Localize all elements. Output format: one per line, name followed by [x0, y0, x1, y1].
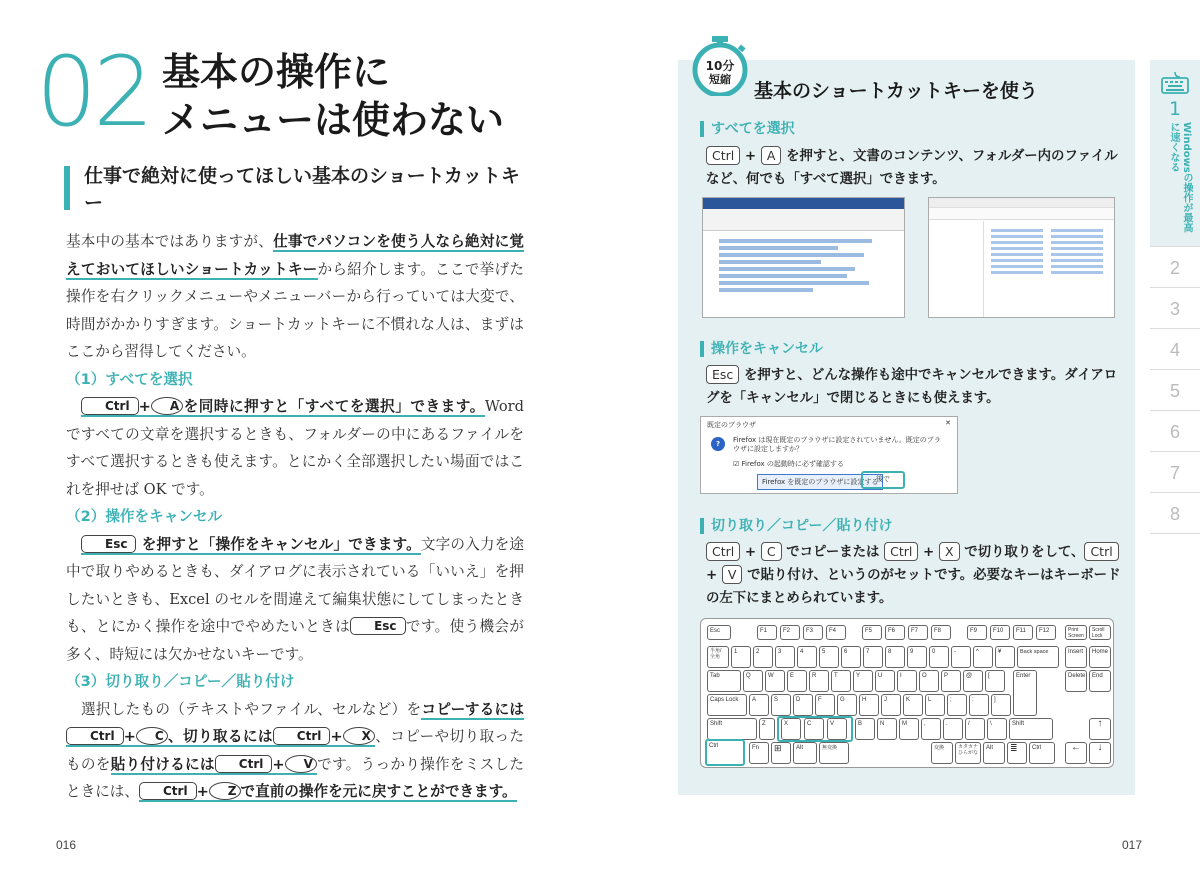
key-b: B: [855, 718, 875, 740]
tab-chapter-3[interactable]: 3: [1169, 299, 1180, 319]
key-f2: F2: [780, 625, 800, 640]
key-esc: Esc: [707, 625, 731, 640]
dialog-screenshot: [700, 416, 958, 494]
dialog-title: 既定のブラウザ: [707, 421, 756, 429]
key-o: O: [919, 670, 939, 692]
key-period: .: [943, 718, 963, 740]
key-colon: :: [969, 694, 989, 716]
key-f12: F12: [1036, 625, 1056, 640]
key-h: H: [859, 694, 879, 716]
active-tab-label: Windowsの操作が最高に速くなる: [1168, 122, 1192, 233]
key-backslash: \: [987, 718, 1007, 740]
key-e: E: [787, 670, 807, 692]
key-0: 0: [929, 646, 949, 668]
key-t: T: [831, 670, 851, 692]
s2-text: Esc を押すと、どんな操作も途中でキャンセルできます。ダイアログを「キャンセル」で閉じるときにも使えます。: [706, 367, 1118, 406]
body-text: [66, 228, 524, 806]
key-r: R: [809, 670, 829, 692]
key-henkan: 変換: [931, 742, 953, 764]
key-5: 5: [819, 646, 839, 668]
key-print-screen: Print Screen: [1065, 625, 1087, 640]
s1-text: Ctrl + A を押すと、文書のコンテンツ、フォルダー内のファイルなど、何でも「すべて選択」できます。: [706, 148, 1118, 187]
chapter-title: [162, 48, 504, 144]
intro-paragraph: 基本中の基本ではありますが、仕事でパソコンを使う人なら絶対に覚えておいてほしいショートカットキーから紹介します。ここで挙げた操作を右クリックメニューやメニューバーから行っていては大変で、時間がかかりすぎます。ショートカットキーに不慣れな人は、まずはここから習得してください。: [66, 233, 524, 360]
s2-title: 操作をキャンセル: [700, 341, 823, 357]
dialog-later-button: 後で: [861, 471, 905, 489]
a-key: A: [151, 397, 183, 415]
menu-key-icon: ≣: [1007, 742, 1027, 764]
key-f: F: [815, 694, 835, 716]
close-icon: ✕: [945, 419, 951, 427]
key-caps-lock: Caps Lock: [707, 694, 747, 716]
key-1: 1: [731, 646, 751, 668]
key-bracket-close: ]: [991, 694, 1011, 716]
key-m: M: [899, 718, 919, 740]
key-f1: F1: [757, 625, 777, 640]
key-f6: F6: [885, 625, 905, 640]
key-down-arrow: ↓: [1089, 742, 1111, 764]
key-shift-left: Shift: [707, 718, 757, 740]
key-comma: ,: [921, 718, 941, 740]
key-slash: /: [965, 718, 985, 740]
dialog-set-default-button: Firefox を既定のブラウザに設定する: [757, 474, 883, 490]
key-bracket-open: [: [985, 670, 1005, 692]
key-muhenkan: 無変換: [819, 742, 849, 764]
ctrl-key: Ctrl: [81, 397, 139, 415]
key-p: P: [941, 670, 961, 692]
sec3-title: （3）切り取り／コピー／貼り付け: [66, 673, 295, 690]
key-f10: F10: [990, 625, 1010, 640]
key-f9: F9: [967, 625, 987, 640]
key-6: 6: [841, 646, 861, 668]
key-4: 4: [797, 646, 817, 668]
title-line2: メニューは使わない: [162, 98, 505, 142]
key-tab: Tab: [707, 670, 741, 692]
key-alt-right: Alt: [983, 742, 1005, 764]
key-f4: F4: [826, 625, 846, 640]
key-3: 3: [775, 646, 795, 668]
key-ctrl-right: Ctrl: [1029, 742, 1055, 764]
key-shift-right: Shift: [1009, 718, 1053, 740]
key-7: 7: [863, 646, 883, 668]
key-semicolon: ;: [947, 694, 967, 716]
key-end: End: [1089, 670, 1111, 692]
chapter-number: 02: [36, 36, 151, 148]
key-f7: F7: [908, 625, 928, 640]
key-yen: ¥: [995, 646, 1015, 668]
key-s: S: [771, 694, 791, 716]
key-v: V: [827, 718, 847, 740]
key-home: Home: [1089, 646, 1111, 668]
tab-chapter-7[interactable]: 7: [1169, 463, 1180, 483]
title-line1: 基本の操作に: [162, 50, 391, 94]
sec3-paragraph: 選択したもの（テキストやファイル、セルなど）をコピーするにはCtrl + C 、切り取るには Ctrl + X 、コピーや切り取ったものを貼り付けるには Ctrl + V です。うっかり操作をミスしたときには、 Ctrl + Z で直前の操作を元に戻すことができます。: [66, 700, 524, 800]
question-icon: ?: [711, 437, 725, 451]
key-up-arrow: ↑: [1089, 718, 1111, 740]
key-delete: Delete: [1065, 670, 1087, 692]
key-i: I: [897, 670, 917, 692]
key-u: U: [875, 670, 895, 692]
esc-key: Esc: [81, 535, 136, 553]
word-screenshot: [702, 197, 905, 318]
key-q: Q: [743, 670, 763, 692]
key-fn: Fn: [749, 742, 769, 764]
key-g: G: [837, 694, 857, 716]
key-f11: F11: [1013, 625, 1033, 640]
keyboard-icon: [1161, 72, 1189, 94]
key-a: A: [749, 694, 769, 716]
key-d: D: [793, 694, 813, 716]
sec1-title: （1）すべてを選択: [66, 370, 193, 388]
sec2-title: （2）操作をキャンセル: [66, 508, 223, 525]
keyboard-illustration: [700, 618, 1114, 768]
key-k: K: [903, 694, 923, 716]
s3-text: Ctrl + C でコピーまたは Ctrl + X で切り取りをして、 Ctrl + V で貼り付け、というのがセットです。必要なキーはキーボードの左下にまとめられています。: [706, 544, 1121, 606]
key-ctrl-left: Ctrl: [705, 739, 745, 766]
page-number-left: 016: [56, 838, 77, 852]
s3-title: 切り取り／コピー／貼り付け: [700, 518, 892, 534]
key-n: N: [877, 718, 897, 740]
dialog-checkbox: ☑ Firefox の起動時に必ず確認する: [733, 460, 844, 468]
key-x: X: [781, 718, 801, 740]
key-kana: カタカナ ひらがな: [955, 742, 981, 764]
key-enter: Enter: [1013, 670, 1037, 716]
key-w: W: [765, 670, 785, 692]
key-f3: F3: [803, 625, 823, 640]
tab-chapter-4[interactable]: 4: [1169, 340, 1180, 360]
windows-key-icon: ⊞: [771, 742, 791, 764]
page-number-right: 017: [1122, 838, 1143, 852]
panel-title: 基本のショートカットキーを使う: [754, 80, 1038, 102]
key-insert: Insert: [1065, 646, 1087, 668]
tab-chapter-2[interactable]: 2: [1169, 258, 1180, 278]
esc-key-inline: Esc: [350, 617, 405, 635]
key-scroll-lock: Scroll Lock: [1089, 625, 1111, 640]
sec2-paragraph: Esc を押すと「操作をキャンセル」できます。文字の入力を途中で取りやめるときも、ダイアログに表示されている「いいえ」を押したいときも、Excel のセルを間違えて編集状態にしてしまったときも、とにかく操作を途中でやめたいときは Esc です。使う機会が多く、時短には欠かせないキーです。: [66, 535, 524, 663]
explorer-screenshot: [928, 197, 1115, 318]
key-f5: F5: [862, 625, 882, 640]
key-caret: ^: [973, 646, 993, 668]
s1-title: すべてを選択: [700, 121, 795, 137]
tab-chapter-8[interactable]: 8: [1169, 504, 1180, 524]
key-hankaku: 半角/全角: [707, 646, 729, 668]
key-2: 2: [753, 646, 773, 668]
key-z: Z: [759, 718, 775, 740]
tab-chapter-5[interactable]: 5: [1169, 381, 1180, 401]
key-8: 8: [885, 646, 905, 668]
key-c: C: [804, 718, 824, 740]
subheading: 仕事で絶対に使ってほしい基本のショートカットキー: [64, 166, 534, 210]
key-y: Y: [853, 670, 873, 692]
key-j: J: [881, 694, 901, 716]
key-backspace: Back space: [1017, 646, 1059, 668]
key-at: @: [963, 670, 983, 692]
key-9: 9: [907, 646, 927, 668]
tab-chapter-6[interactable]: 6: [1169, 422, 1180, 442]
dialog-message: Firefox は現在既定のブラウザに設定されていません。既定のブラウザに設定しますか？: [733, 436, 941, 453]
sec1-paragraph: Ctrl + A を同時に押すと「すべてを選択」できます。Word ですべての文章を選択するときも、フォルダーの中にあるファイルをすべて選択するときも使えます。とにかく全部選択したい場面ではこれを押せば OK です。: [66, 398, 524, 498]
key-minus: -: [951, 646, 971, 668]
key-left-arrow: ←: [1065, 742, 1087, 764]
active-tab-number: 1: [1168, 98, 1182, 120]
key-alt-left: Alt: [793, 742, 817, 764]
key-f8: F8: [931, 625, 951, 640]
key-l: L: [925, 694, 945, 716]
timer-label: 10分 短縮: [705, 59, 735, 86]
